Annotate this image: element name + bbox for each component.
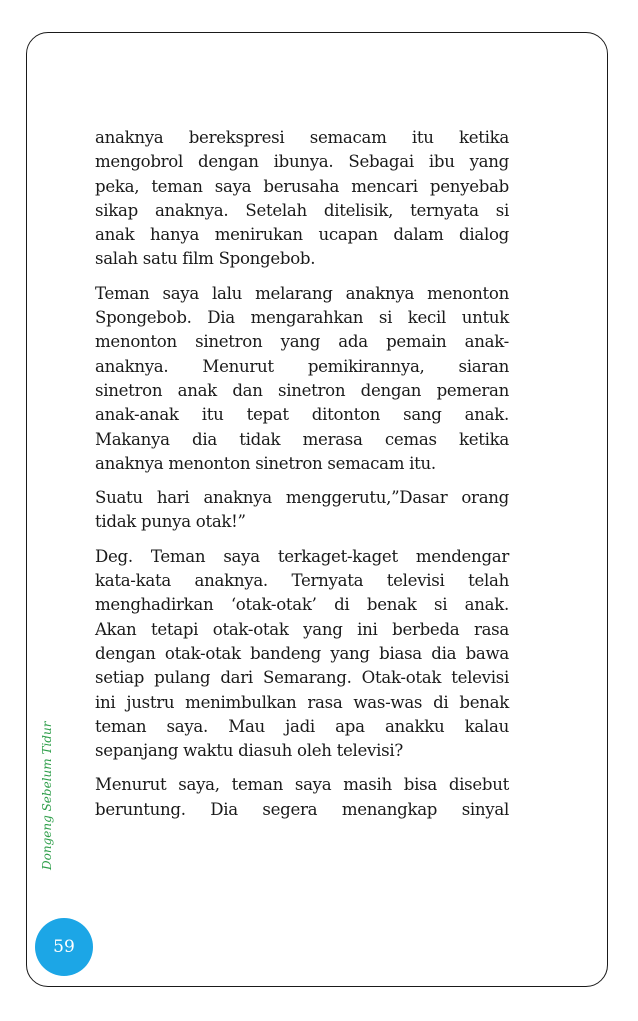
- text-line: sepanjang waktu diasuh oleh televisi?: [95, 741, 403, 761]
- text-line: Akan tetapi otak-otak yang ini berbeda rasa: [95, 619, 509, 639]
- text-line: sinetron anak dan sinetron dengan pemeran: [95, 380, 509, 400]
- text-line: tidak punya otak!”: [95, 512, 246, 532]
- book-title-vertical: Dongeng Sebelum Tidur: [40, 721, 54, 870]
- paragraph: [95, 126, 509, 272]
- text-line: anak hanya menirukan ucapan dalam dialog: [95, 225, 509, 245]
- body-text: [95, 126, 509, 832]
- text-line: salah satu film Spongebob.: [95, 249, 316, 269]
- text-line: peka, teman saya berusaha mencari penyebab: [95, 176, 509, 196]
- text-line: anaknya berekspresi semacam itu ketika: [95, 128, 509, 147]
- text-line: teman saya. Mau jadi apa anakku kalau: [95, 716, 509, 736]
- text-line: ini justru menimbulkan rasa was-was di benak: [95, 692, 509, 712]
- paragraph: [95, 282, 509, 476]
- text-line: anak-anak itu tepat ditonton sang anak.: [95, 405, 509, 425]
- text-line: menghadirkan ‘otak-otak’ di benak si anak.: [95, 595, 509, 615]
- text-line: sikap anaknya. Setelah ditelisik, ternyata si: [95, 200, 509, 220]
- paragraph: [95, 545, 509, 764]
- paragraph: [95, 773, 509, 822]
- text-line: Spongebob. Dia mengarahkan si kecil untuk: [95, 308, 509, 328]
- text-line: Menurut saya, teman saya masih bisa disebut: [95, 775, 509, 795]
- text-line: menonton sinetron yang ada pemain anak-: [95, 332, 509, 352]
- text-line: beruntung. Dia segera menangkap sinyal: [95, 799, 509, 819]
- text-line: mengobrol dengan ibunya. Sebagai ibu yang: [95, 152, 509, 172]
- text-line: anaknya. Menurut pemikirannya, siaran: [95, 356, 509, 376]
- text-line: setiap pulang dari Semarang. Otak-otak televisi: [95, 668, 509, 688]
- text-line: Suatu hari anaknya menggerutu,”Dasar orang: [95, 488, 509, 508]
- text-line: kata-kata anaknya. Ternyata televisi telah: [95, 571, 509, 591]
- paragraph: [95, 486, 509, 535]
- text-line: Teman saya lalu melarang anaknya menonton: [95, 283, 509, 303]
- text-line: Makanya dia tidak merasa cemas ketika: [95, 429, 509, 449]
- page-number: 59: [53, 937, 75, 957]
- text-line: dengan otak-otak bandeng yang biasa dia bawa: [95, 643, 509, 663]
- text-line: Deg. Teman saya terkaget-kaget mendengar: [95, 546, 509, 566]
- page-number-badge: [35, 918, 93, 976]
- text-line: anaknya menonton sinetron semacam itu.: [95, 453, 436, 473]
